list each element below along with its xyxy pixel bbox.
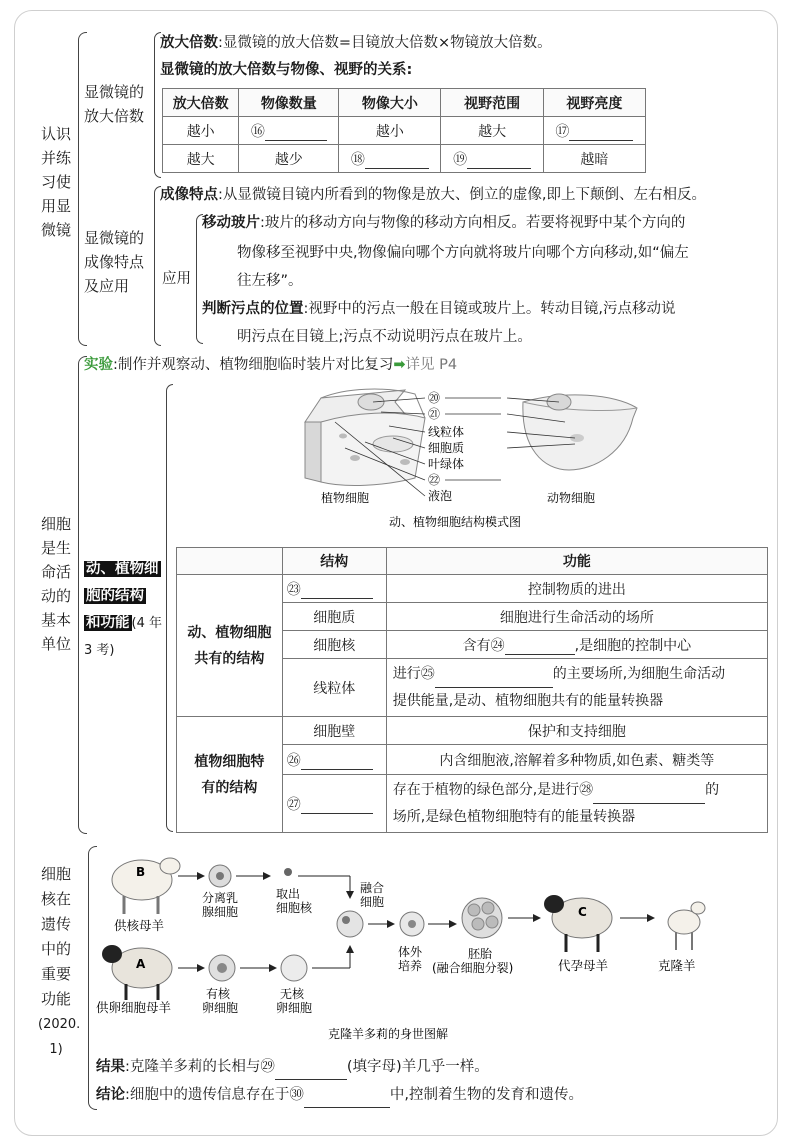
table-header: 放大倍数 xyxy=(163,89,239,117)
text: 含有㉔ xyxy=(462,637,505,654)
title-line: 重要 xyxy=(40,965,71,983)
step-label: 腺细胞 xyxy=(202,905,239,919)
table-header: 物像大小 xyxy=(339,89,441,117)
nucleus-dot-icon xyxy=(342,916,350,924)
answer-blank[interactable] xyxy=(301,580,373,599)
apply-label: 应用 xyxy=(162,271,191,287)
table-header: 视野亮度 xyxy=(543,89,645,117)
exam-note: 3 考) xyxy=(84,643,115,658)
group-line: 共有的结构 xyxy=(194,650,265,667)
sheep-letter: C xyxy=(578,905,587,919)
answer-blank[interactable] xyxy=(593,785,705,804)
experiment-label: 实验 xyxy=(84,357,113,373)
title-line: 功能 xyxy=(40,990,71,1008)
text: 往左移”。 xyxy=(237,273,303,289)
stain-line xyxy=(202,296,676,322)
clone-lamb-icon xyxy=(668,902,705,950)
title-line: 成像特点 xyxy=(84,253,145,271)
title-line: 单位 xyxy=(40,635,71,653)
nucleus-dot-icon xyxy=(408,920,416,928)
blank-number: ㉓ xyxy=(286,581,301,598)
title-line: 基本 xyxy=(40,611,71,629)
title-line: 是生 xyxy=(40,539,71,557)
section1-title xyxy=(38,122,74,242)
title-line: 及应用 xyxy=(84,277,130,295)
answer-blank[interactable] xyxy=(435,669,553,688)
blank-number: ⑰ xyxy=(555,123,570,140)
diagram-caption: 克隆羊多莉的身世图解 xyxy=(328,1027,449,1041)
text: :显微镜的放大倍数=目镜放大倍数×物镜放大倍数。 xyxy=(218,35,552,51)
text: 明污点在目镜上;污点不动说明污点在玻片上。 xyxy=(237,329,532,345)
text: 存在于植物的绿色部分,是进行㉘ xyxy=(392,781,594,798)
diagram-label: 液泡 xyxy=(428,489,453,503)
step-label: (融合细胞分裂) xyxy=(432,961,514,975)
term-bold: 移动玻片 xyxy=(202,215,260,231)
surrogate-label: 代孕母羊 xyxy=(558,958,609,973)
blank-number: ⑯ xyxy=(250,123,265,140)
table-header-empty xyxy=(177,548,283,575)
term-bold: 成像特点 xyxy=(160,187,218,203)
group-line: 有的结构 xyxy=(201,779,258,796)
embryo-icon xyxy=(462,898,502,938)
blank-number: ㉗ xyxy=(286,796,301,813)
step-label: 胚胎 xyxy=(468,947,493,961)
table-cell[interactable] xyxy=(543,117,645,145)
blank-number: ⑲ xyxy=(453,151,468,168)
table-cell: 细胞核 xyxy=(282,631,386,659)
table-header: 物像数量 xyxy=(239,89,339,117)
text: 进行㉕ xyxy=(392,665,435,682)
table-cell: 保护和支持细胞 xyxy=(386,717,767,745)
table-header: 结构 xyxy=(282,548,386,575)
section3-title xyxy=(38,862,81,1062)
step-label: 卵细胞 xyxy=(276,1001,313,1015)
sub1-title xyxy=(84,80,156,128)
animal-cell-illustration xyxy=(523,394,637,470)
title-line: 习使 xyxy=(40,173,71,191)
section2-title xyxy=(38,512,74,656)
diagram-label: ⑳ xyxy=(428,391,441,405)
table-cell[interactable] xyxy=(386,659,767,717)
magnification-table xyxy=(162,88,646,173)
text: 中,控制着生物的发育和遗传。 xyxy=(389,1087,583,1103)
table-cell[interactable] xyxy=(282,745,386,775)
answer-blank[interactable] xyxy=(301,751,373,770)
enucleated-egg-icon xyxy=(281,955,307,981)
magnification-line xyxy=(160,30,552,56)
text: :玻片的移动方向与物像的移动方向相反。若要将视野中某个方向的 xyxy=(260,215,686,231)
text: :克隆羊多莉的长相与㉙ xyxy=(125,1059,275,1075)
blank-number: ㉖ xyxy=(286,752,301,769)
answer-blank[interactable] xyxy=(505,636,575,655)
table-cell[interactable] xyxy=(386,631,767,659)
text: ,是细胞的控制中心 xyxy=(574,637,692,654)
text: (填字母)羊几乎一样。 xyxy=(346,1059,489,1075)
title-line: 遗传 xyxy=(40,915,71,933)
structure-function-title xyxy=(84,556,164,664)
sheep-letter: A xyxy=(136,957,146,971)
animal-cell-label: 动物细胞 xyxy=(547,491,596,505)
table-cell: 细胞壁 xyxy=(282,717,386,745)
group-line: 动、植物细胞 xyxy=(187,624,272,641)
table-cell[interactable] xyxy=(386,775,767,833)
answer-blank[interactable] xyxy=(265,122,327,141)
title-line: 微镜 xyxy=(40,221,71,239)
title-line: 细胞 xyxy=(40,515,71,533)
term-bold: 结论 xyxy=(96,1087,125,1103)
term-bold: 放大倍数 xyxy=(160,35,218,51)
sheep-c-icon xyxy=(544,895,612,952)
step-label: 体外 xyxy=(398,945,423,959)
relation-heading: 显微镜的放大倍数与物像、视野的关系: xyxy=(160,62,413,78)
title-line: 用显 xyxy=(40,197,71,215)
table-cell[interactable] xyxy=(441,145,543,173)
step-label: 分离乳 xyxy=(202,891,239,905)
exam-note: (4 年 xyxy=(131,616,162,631)
structure-function-table xyxy=(176,547,768,833)
step-label: 细胞核 xyxy=(276,901,313,915)
arrow-right-icon: ➡ xyxy=(393,357,406,373)
sheep-letter: B xyxy=(136,865,146,879)
table-cell: 越少 xyxy=(239,145,339,173)
title-line: (2020. xyxy=(38,1017,81,1032)
donor-egg-label: 供卵细胞母羊 xyxy=(96,1000,172,1015)
structure-bracket xyxy=(166,384,173,832)
highlight-text: 胞的结构 xyxy=(86,588,144,604)
answer-blank[interactable] xyxy=(301,795,373,814)
fused-cell-icon xyxy=(337,911,363,937)
text: :视野中的污点一般在目镜或玻片上。转动目镜,污点移动说 xyxy=(303,301,676,317)
step-label: 无核 xyxy=(280,987,305,1001)
table-cell[interactable] xyxy=(239,117,339,145)
title-line: 认识 xyxy=(40,125,71,143)
text: 的主要场所,为细胞生命活动 xyxy=(552,665,726,682)
table-header: 功能 xyxy=(386,548,767,575)
text: 的 xyxy=(705,781,720,798)
experiment-line xyxy=(84,352,457,378)
step-label: 取出 xyxy=(276,887,301,901)
diagram-label: 线粒体 xyxy=(428,425,465,439)
step-label: 培养 xyxy=(398,959,423,973)
diagram-label: 细胞质 xyxy=(428,441,465,455)
answer-blank[interactable] xyxy=(467,150,531,169)
move-slide-line xyxy=(202,210,685,236)
table-cell: 越大 xyxy=(163,145,239,173)
nucleus-dot-icon xyxy=(216,872,224,880)
clone-label: 克隆羊 xyxy=(658,958,696,973)
title-line: 细胞 xyxy=(40,865,71,883)
plant-cell-illustration xyxy=(305,389,425,485)
title-line: 显微镜的 xyxy=(84,83,145,101)
imaging-feature-line xyxy=(160,182,706,208)
sub2-bracket xyxy=(154,186,161,346)
table-cell: 细胞质 xyxy=(282,603,386,631)
table-cell[interactable] xyxy=(282,775,386,833)
title-line: 中的 xyxy=(40,940,71,958)
title-line: 放大倍数 xyxy=(84,107,145,125)
diagram-label: ㉒ xyxy=(428,473,441,487)
term-bold: 结果 xyxy=(96,1059,125,1075)
answer-blank[interactable] xyxy=(569,122,633,141)
title-line: 命活 xyxy=(40,563,71,581)
page-reference-link[interactable]: 详见 P4 xyxy=(405,357,458,373)
title-line: 显微镜的 xyxy=(84,229,145,247)
diagram-caption: 动、植物细胞结构模式图 xyxy=(389,515,522,529)
highlight-text: 动、植物细 xyxy=(86,561,159,577)
answer-blank[interactable] xyxy=(304,1089,390,1108)
table-cell[interactable] xyxy=(339,145,441,173)
answer-blank[interactable] xyxy=(365,150,429,169)
table-cell[interactable] xyxy=(282,575,386,603)
sheep-a-icon xyxy=(102,945,172,1000)
text: :制作并观察动、植物细胞临时装片对比复习 xyxy=(113,357,394,373)
text: 场所,是绿色植物细胞特有的能量转换器 xyxy=(392,808,636,825)
text: 物像移至视野中央,物像偏向哪个方向就将玻片向哪个方向移动,如“偏左 xyxy=(237,245,689,261)
donor-nucleus-label: 供核母羊 xyxy=(114,918,165,933)
table-cell: 控制物质的进出 xyxy=(386,575,767,603)
step-label: 有核 xyxy=(206,987,231,1001)
table-cell: 内含细胞液,溶解着多种物质,如色素、糖类等 xyxy=(386,745,767,775)
sheep-b-icon xyxy=(112,858,180,914)
step-label: 卵细胞 xyxy=(202,1001,239,1015)
group-shared-structures xyxy=(177,575,283,717)
answer-blank[interactable] xyxy=(275,1061,347,1080)
extracted-nucleus-icon xyxy=(284,868,292,876)
step-label: 融合 xyxy=(360,881,385,895)
highlight-text: 和功能 xyxy=(86,615,130,631)
blank-number: ⑱ xyxy=(350,151,365,168)
table-cell: 越大 xyxy=(441,117,543,145)
clone-sheep-diagram xyxy=(92,846,732,1046)
cell-structure-diagram xyxy=(285,382,655,532)
table-cell: 越暗 xyxy=(543,145,645,173)
sub2-title xyxy=(84,226,156,298)
table-header: 视野范围 xyxy=(441,89,543,117)
table-cell: 越小 xyxy=(339,117,441,145)
text: 提供能量,是动、植物细胞共有的能量转换器 xyxy=(392,692,664,709)
group-line: 植物细胞特 xyxy=(194,753,265,770)
plant-cell-label: 植物细胞 xyxy=(321,491,370,505)
term-bold: 判断污点的位置 xyxy=(202,301,304,317)
table-cell: 线粒体 xyxy=(282,659,386,717)
title-line: 动的 xyxy=(40,587,71,605)
diagram-label: 叶绿体 xyxy=(428,457,465,471)
title-line: 1) xyxy=(49,1042,63,1057)
conclusion-line xyxy=(96,1082,583,1108)
text: :从显微镜目镜内所看到的物像是放大、倒立的虚像,即上下颠倒、左右相反。 xyxy=(218,187,706,203)
text: :细胞中的遗传信息存在于㉚ xyxy=(125,1087,304,1103)
table-cell: 越小 xyxy=(163,117,239,145)
diagram-label: ㉑ xyxy=(428,407,441,421)
title-line: 并练 xyxy=(40,149,71,167)
step-label: 细胞 xyxy=(360,895,385,909)
group-plant-structures xyxy=(177,717,283,833)
title-line: 核在 xyxy=(40,890,71,908)
result-line xyxy=(96,1054,489,1080)
table-cell: 细胞进行生命活动的场所 xyxy=(386,603,767,631)
nucleus-dot-icon xyxy=(217,963,227,973)
